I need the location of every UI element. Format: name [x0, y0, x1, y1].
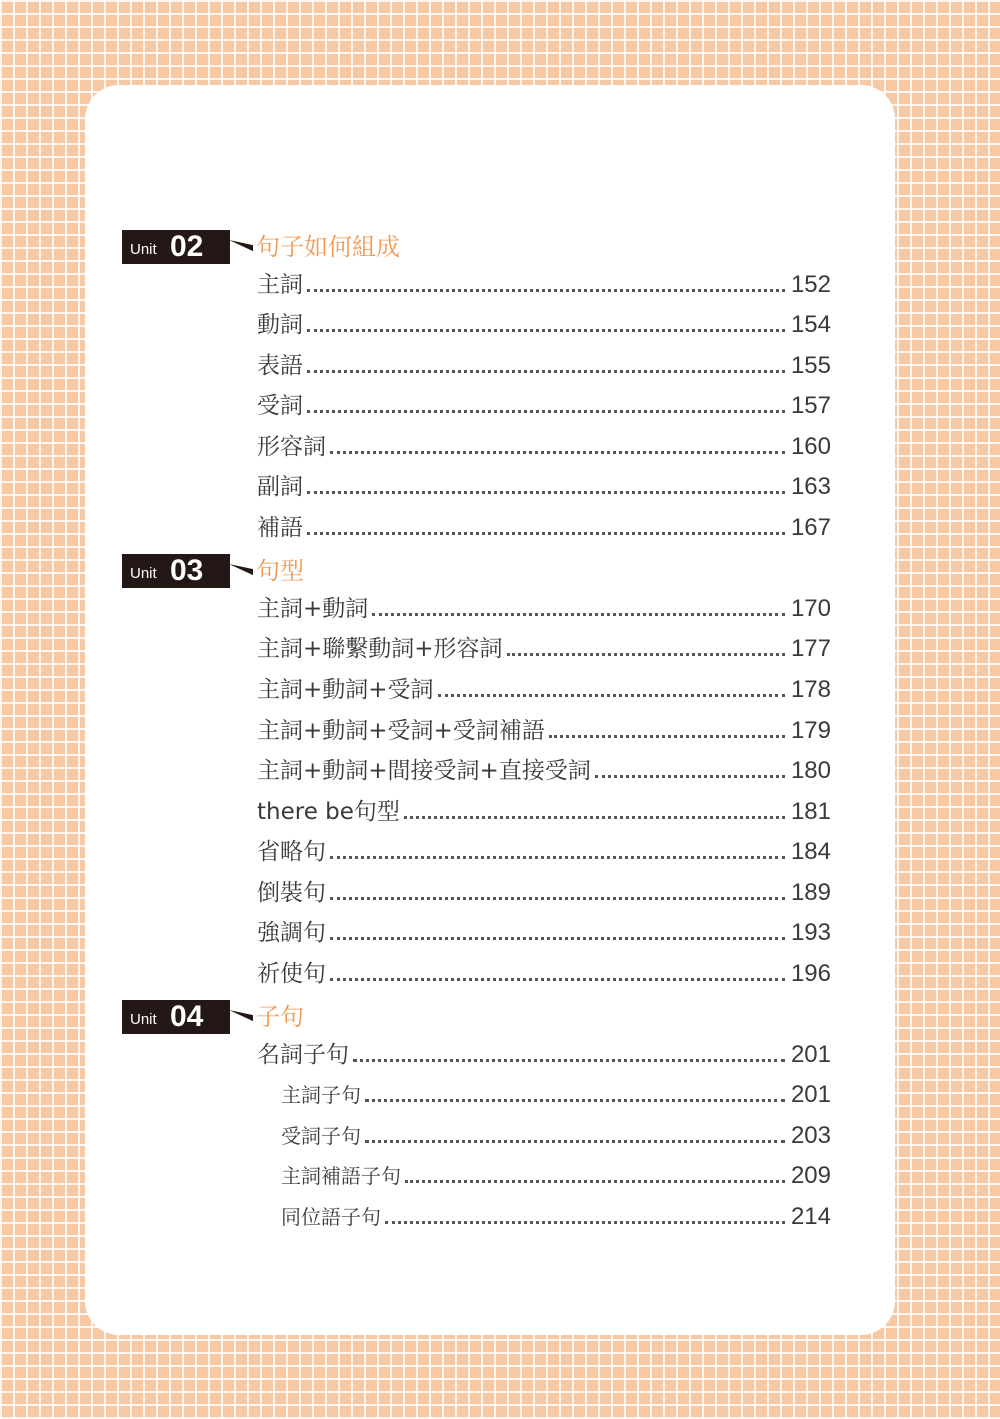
toc-entry[interactable] [257, 833, 831, 867]
toc-entry[interactable] [257, 428, 831, 462]
entry-page: 177 [790, 635, 831, 662]
entry-label: 表語 [257, 353, 303, 379]
unit-title: 句子如何組成 [256, 233, 400, 261]
toc-entry[interactable] [257, 914, 831, 948]
entry-label: 主詞 [257, 272, 303, 298]
entry-label: 主詞+動詞+間接受詞+直接受詞 [257, 758, 591, 784]
unit-tag [122, 1000, 230, 1034]
entry-page: 184 [790, 838, 831, 865]
dot-leader [330, 451, 785, 454]
dot-leader [330, 937, 785, 940]
dot-leader [307, 491, 785, 494]
entry-page: 170 [790, 595, 831, 622]
entry-page: 163 [790, 473, 831, 500]
toc-subentry[interactable] [281, 1198, 831, 1232]
toc-entry[interactable] [257, 468, 831, 502]
entry-label: 受詞子句 [281, 1124, 361, 1148]
toc-entry[interactable] [257, 712, 831, 746]
entry-page: 209 [790, 1162, 831, 1189]
entry-page: 167 [790, 514, 831, 541]
entry-label: 動詞 [257, 312, 303, 338]
entry-page: 201 [790, 1041, 831, 1068]
dot-leader [307, 370, 785, 373]
unit-tag [122, 554, 230, 588]
entry-page: 189 [790, 879, 831, 906]
entry-label: 祈使句 [257, 961, 326, 987]
entry-page: 157 [790, 392, 831, 419]
entry-page: 152 [790, 271, 831, 298]
dot-leader [404, 816, 785, 819]
toc-entry[interactable] [257, 793, 831, 827]
unit-title: 句型 [256, 557, 304, 585]
entry-label: there be句型 [257, 799, 400, 825]
dot-leader [365, 1099, 785, 1102]
entry-page: 201 [790, 1081, 831, 1108]
entry-label: 受詞 [257, 393, 303, 419]
entry-label: 副詞 [257, 474, 303, 500]
entry-label: 主詞+動詞 [257, 596, 369, 622]
entry-page: 181 [790, 798, 831, 825]
unit-number: 02 [170, 230, 204, 263]
toc-entry[interactable] [257, 387, 831, 421]
toc-subentry[interactable] [281, 1117, 831, 1151]
entry-label: 省略句 [257, 839, 326, 865]
entry-page: 180 [790, 757, 831, 784]
toc-entry[interactable] [257, 630, 831, 664]
unit-tag [122, 230, 230, 264]
dot-leader [307, 410, 785, 413]
entry-label: 主詞+動詞+受詞+受詞補語 [257, 718, 545, 744]
unit-word: Unit [130, 241, 157, 258]
dot-leader [405, 1180, 785, 1183]
dot-leader [372, 613, 785, 616]
entry-label: 名詞子句 [257, 1042, 349, 1068]
dot-leader [307, 532, 785, 535]
toc-entry[interactable] [257, 590, 831, 624]
entry-label: 主詞補語子句 [281, 1164, 401, 1188]
dot-leader [385, 1221, 785, 1224]
dot-leader [438, 694, 785, 697]
unit-number: 03 [170, 554, 204, 587]
toc-entry[interactable] [257, 266, 831, 300]
unit-number: 04 [170, 1000, 204, 1033]
toc-entry[interactable] [257, 955, 831, 989]
toc-entry[interactable] [257, 306, 831, 340]
entry-label: 同位語子句 [281, 1205, 381, 1229]
entry-label: 補語 [257, 515, 303, 541]
entry-page: 179 [790, 717, 831, 744]
dot-leader [595, 775, 785, 778]
entry-label: 形容詞 [257, 434, 326, 460]
entry-page: 214 [790, 1203, 831, 1230]
entry-label: 主詞+動詞+受詞 [257, 677, 434, 703]
entry-page: 154 [790, 311, 831, 338]
toc-entry[interactable] [257, 1036, 831, 1070]
dot-leader [507, 653, 785, 656]
dot-leader [549, 735, 785, 738]
toc-entry[interactable] [257, 874, 831, 908]
dot-leader [330, 856, 785, 859]
entry-label: 強調句 [257, 920, 326, 946]
entry-label: 倒裝句 [257, 880, 326, 906]
toc-entry[interactable] [257, 671, 831, 705]
toc-subentry[interactable] [281, 1157, 831, 1191]
entry-page: 203 [790, 1122, 831, 1149]
entry-page: 160 [790, 433, 831, 460]
entry-page: 178 [790, 676, 831, 703]
unit-title: 子句 [256, 1003, 304, 1031]
entry-page: 196 [790, 960, 831, 987]
dot-leader [353, 1059, 785, 1062]
dot-leader [330, 897, 785, 900]
entry-label: 主詞+聯繫動詞+形容詞 [257, 636, 503, 662]
unit-word: Unit [130, 1011, 157, 1028]
toc-entry[interactable] [257, 752, 831, 786]
toc-entry[interactable] [257, 347, 831, 381]
entry-page: 193 [790, 919, 831, 946]
dot-leader [330, 978, 785, 981]
toc-entry[interactable] [257, 509, 831, 543]
entry-label: 主詞子句 [281, 1083, 361, 1107]
unit-word: Unit [130, 565, 157, 582]
toc-subentry[interactable] [281, 1076, 831, 1110]
dot-leader [365, 1140, 785, 1143]
dot-leader [307, 289, 785, 292]
dot-leader [307, 329, 785, 332]
entry-page: 155 [790, 352, 831, 379]
